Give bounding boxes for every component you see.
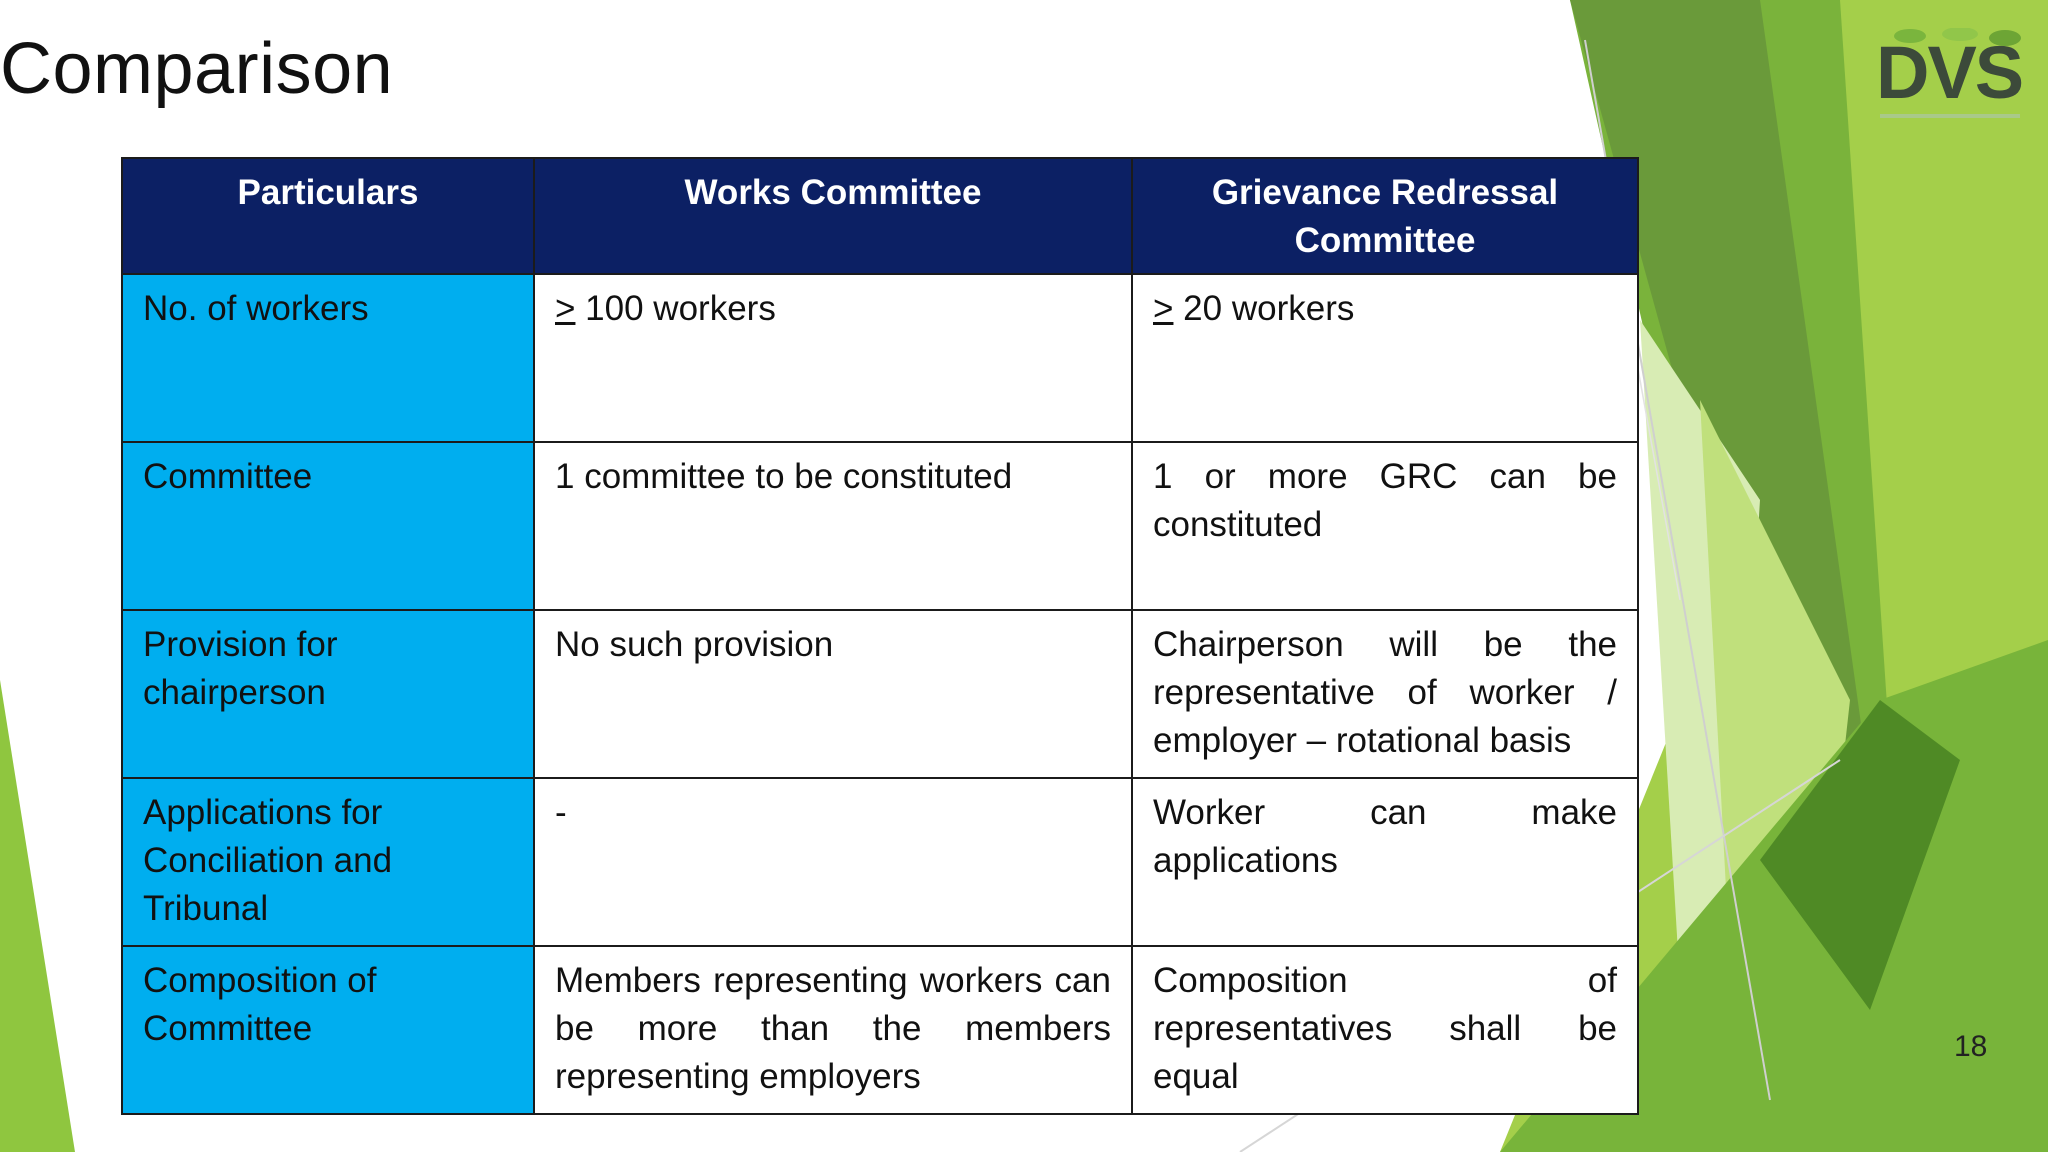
table-row — [122, 442, 1638, 610]
works-committee-cell: Members representing workers can be more than the members representing employers — [534, 946, 1132, 1114]
row-label: Composition of Committee — [122, 946, 534, 1114]
cell-text: 20 workers — [1173, 289, 1355, 328]
cell-text: 100 workers — [575, 289, 776, 328]
table-row — [122, 274, 1638, 442]
table-row — [122, 778, 1638, 946]
header-works-committee: Works Committee — [534, 158, 1132, 274]
logo-text: DVS — [1876, 31, 2023, 114]
works-committee-cell — [534, 274, 1132, 442]
row-label: Committee — [122, 442, 534, 610]
grc-cell: Worker can make applications — [1132, 778, 1638, 946]
greater-equal-symbol: > — [555, 289, 576, 328]
works-committee-cell: - — [534, 778, 1132, 946]
header-grievance-redressal-committee: Grievance Redressal Committee — [1132, 158, 1638, 274]
row-label: Provision for chairperson — [122, 610, 534, 778]
row-label: Applications for Conciliation and Tribunal — [122, 778, 534, 946]
table-row — [122, 610, 1638, 778]
table-row — [122, 946, 1638, 1114]
grc-cell — [1132, 274, 1638, 442]
grc-cell: Composition of representatives shall be equal — [1132, 946, 1638, 1114]
left-green-sliver — [0, 680, 75, 1152]
table-header-row — [122, 158, 1638, 274]
works-committee-cell: 1 committee to be constituted — [534, 442, 1132, 610]
greater-equal-symbol: > — [1153, 289, 1174, 328]
comparison-table — [121, 157, 1639, 1115]
page-number: 18 — [1954, 1030, 1988, 1063]
grc-cell: 1 or more GRC can be constituted — [1132, 442, 1638, 610]
grc-cell: Chairperson will be the representative of worker / employer – rotational basis — [1132, 610, 1638, 778]
dvs-logo — [1870, 28, 2030, 128]
works-committee-cell: No such provision — [534, 610, 1132, 778]
header-particulars: Particulars — [122, 158, 534, 274]
slide-title: Comparison — [0, 29, 394, 109]
row-label: No. of workers — [122, 274, 534, 442]
